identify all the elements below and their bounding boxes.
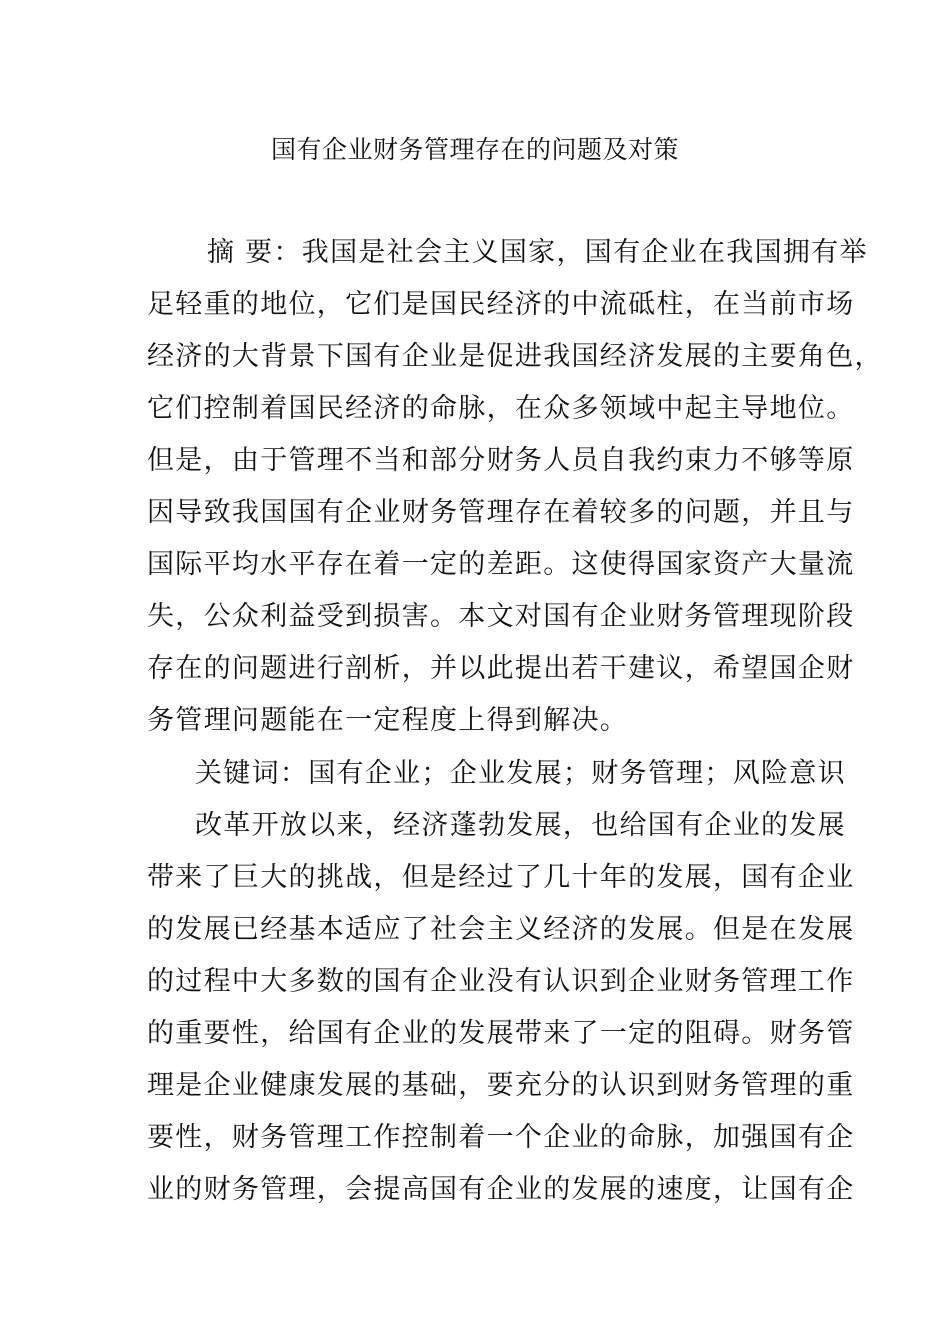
abstract-line: 存在的问题进行剖析，并以此提出若干建议，希望国企财 [147, 653, 855, 684]
abstract-line: 务管理问题能在一定程度上得到解决。 [147, 705, 629, 736]
abstract-line: 摘 要：我国是社会主义国家，国有企业在我国拥有举 [207, 237, 868, 268]
body-paragraph [147, 800, 855, 1216]
document-title: 国有企业财务管理存在的问题及对策 [270, 135, 679, 164]
abstract-line: 经济的大背景下国有企业是促进我国经济发展的主要角色， [147, 341, 883, 372]
abstract-line: 足轻重的地位，它们是国民经济的中流砥柱，在当前市场 [147, 289, 855, 320]
body-line: 带来了巨大的挑战，但是经过了几十年的发展，国有企业 [147, 862, 855, 893]
body-line: 理是企业健康发展的基础，要充分的认识到财务管理的重 [147, 1070, 855, 1101]
body-line: 改革开放以来，经济蓬勃发展，也给国有企业的发展 [195, 810, 846, 841]
abstract-line: 国际平均水平存在着一定的差距。这使得国家资产大量流 [147, 549, 855, 580]
keywords-section [147, 748, 846, 800]
body-line: 业的财务管理，会提高国有企业的发展的速度，让国有企 [147, 1174, 855, 1205]
abstract-line: 失，公众利益受到损害。本文对国有企业财务管理现阶段 [147, 601, 855, 632]
keywords-line: 关键词：国有企业；企业发展；财务管理；风险意识 [195, 758, 846, 789]
body-line: 的发展已经基本适应了社会主义经济的发展。但是在发展 [147, 914, 855, 945]
abstract-section [147, 227, 883, 747]
abstract-line: 因导致我国国有企业财务管理存在着较多的问题，并且与 [147, 497, 855, 528]
body-line: 的重要性，给国有企业的发展带来了一定的阻碍。财务管 [147, 1018, 855, 1049]
abstract-line: 它们控制着国民经济的命脉，在众多领域中起主导地位。 [147, 393, 855, 424]
body-line: 要性，财务管理工作控制着一个企业的命脉，加强国有企 [147, 1122, 855, 1153]
body-line: 的过程中大多数的国有企业没有认识到企业财务管理工作 [147, 966, 855, 997]
abstract-line: 但是，由于管理不当和部分财务人员自我约束力不够等原 [147, 445, 855, 476]
